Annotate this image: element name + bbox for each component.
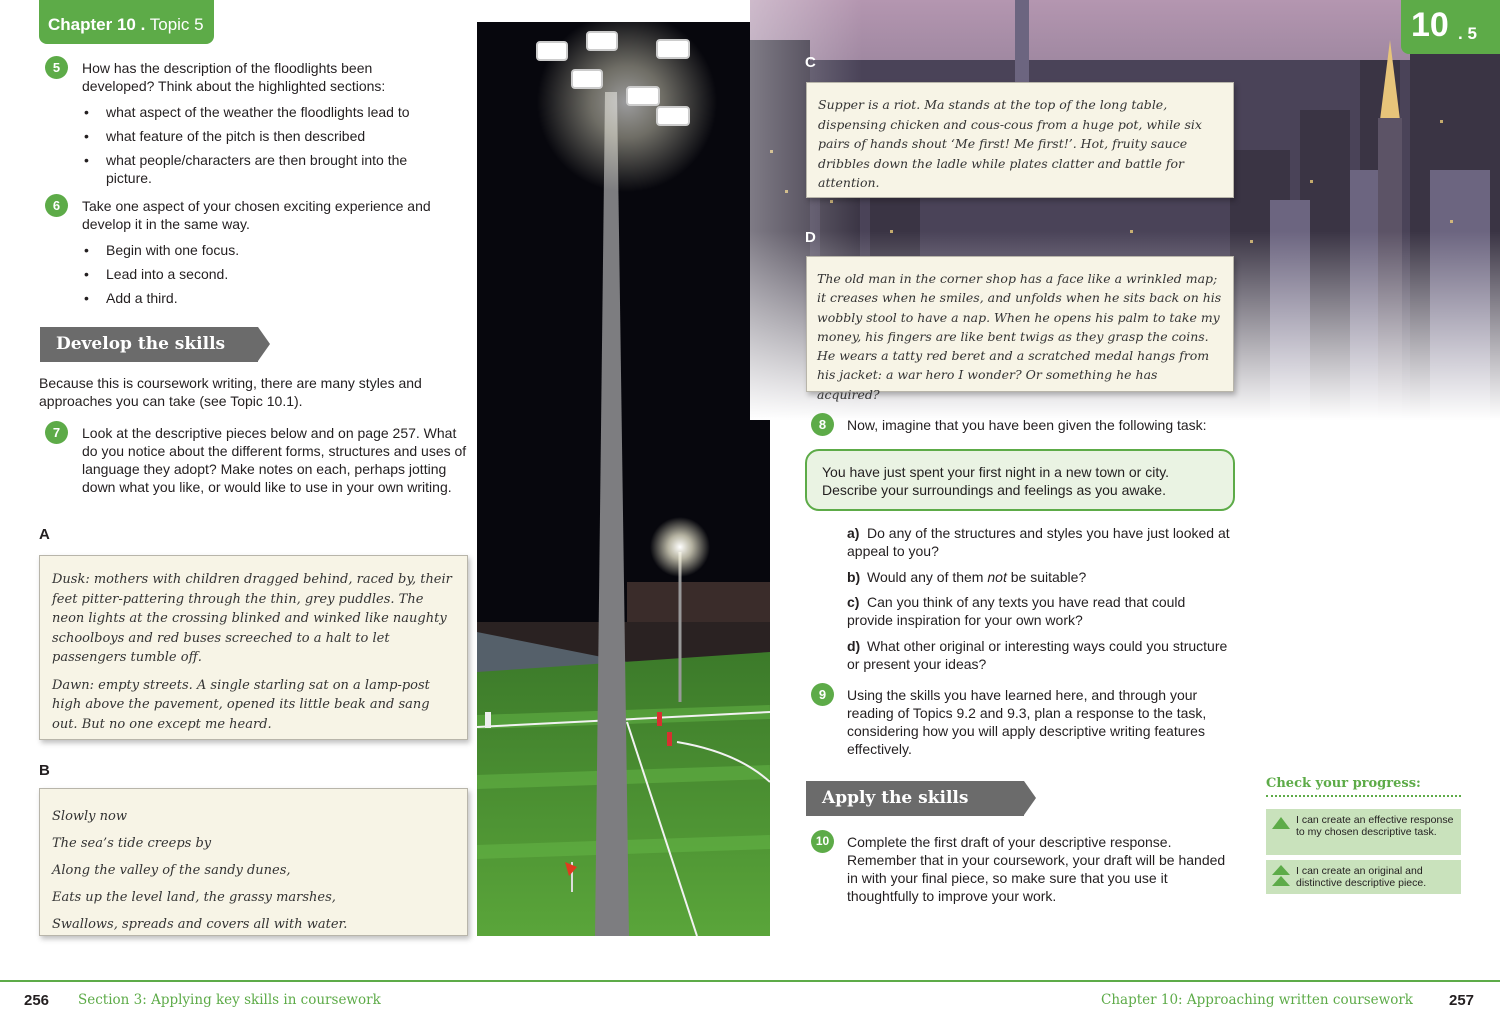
floodlight-photo [477, 22, 770, 936]
list-item: • Begin with one focus. [84, 241, 464, 259]
question-5-bullets [84, 103, 464, 187]
sub-question-a [847, 524, 1232, 560]
extract-d-label: D [805, 229, 816, 246]
section-number-tab [1401, 0, 1500, 54]
list-item: • what aspect of the weather the floodlights lead to [84, 103, 464, 121]
floodlight-illustration [477, 22, 770, 936]
progress-item-2 [1266, 860, 1461, 894]
poem-line: Slowly now [52, 809, 127, 824]
extract-a-paragraph-2: Dawn: empty streets. A single starling sat on a lamp-post high above the pavement, opened its little beak and sang out. But no one except me heard. [52, 677, 430, 732]
poem-line: Along the valley of the sandy dunes, [52, 863, 291, 878]
task-box [805, 449, 1235, 511]
left-footer-title: Section 3: Applying key skills in coursework [78, 992, 381, 1008]
question-6-text: Take one aspect of your chosen exciting experience and develop it in the same way. [82, 198, 431, 232]
right-page-number: 257 [1449, 992, 1475, 1009]
list-item: • Lead into a second. [84, 265, 464, 283]
progress-item-text: I can create an effective response to my chosen descriptive task. [1296, 814, 1454, 838]
triangle-up-icon [1272, 817, 1290, 829]
extract-c-text: Supper is a riot. Ma stands at the top of the long table, dispensing chicken and cous-cous from a huge pot, while six pairs of hands shout ‘Me first! Me first!’. Hot, fruity sauce dribbles down the ladle while plates clatter and battle for attention. [818, 97, 1202, 190]
question-number-10: 10 [811, 830, 834, 853]
sub-letter: b) [847, 569, 861, 585]
footer-divider [0, 980, 1500, 982]
left-page-number: 256 [24, 992, 50, 1009]
sub-text: Do any of the structures and styles you have just looked at appeal to you? [847, 525, 1230, 559]
question-9-text: Using the skills you have learned here, and through your reading of Topics 9.2 and 9.3, plan a response to the task, considering how you will apply descriptive writing features effectively. [847, 687, 1207, 757]
list-item: • what feature of the pitch is then described [84, 127, 464, 145]
extract-a-label: A [39, 526, 50, 543]
question-number-8: 8 [811, 413, 834, 436]
sub-text-post: be suitable? [1006, 569, 1087, 585]
sub-question-c [847, 593, 1232, 629]
list-item: • what people/characters are then brought into the picture. [84, 151, 444, 187]
chapter-label: Chapter 10 . [48, 15, 146, 34]
question-5-text: How has the description of the floodlights been developed? Think about the highlighted sections: [82, 60, 386, 94]
progress-title: Check your progress: [1266, 776, 1461, 797]
sub-question-d [847, 637, 1232, 673]
sub-letter: a) [847, 525, 860, 541]
chapter-tab [39, 0, 214, 44]
task-text: You have just spent your first night in a new town or city. Describe your surroundings and feelings as you awake. [822, 464, 1170, 498]
question-number-9: 9 [811, 683, 834, 706]
sub-text-emphasis: not [987, 569, 1007, 585]
extract-a-paragraph-1: Dusk: mothers with children dragged behind, raced by, their feet pitter-pattering through the thin, grey puddles. The neon lights at the crossing blinked and winked like naughty schoolboys and red buses screeched to a halt to let passengers tumble off. [52, 572, 452, 665]
poem-line: Eats up the level land, the grassy marshes, [52, 890, 336, 905]
question-number-5: 5 [45, 56, 68, 79]
extract-c-label: C [805, 54, 816, 71]
double-triangle-up-icon [1272, 865, 1290, 887]
progress-item-1 [1266, 809, 1461, 855]
develop-skills-heading: Develop the skills [40, 327, 258, 362]
section-number-sub: . 5 [1458, 24, 1477, 43]
extract-b-box [39, 788, 468, 936]
sub-question-b [847, 568, 1232, 586]
sub-letter: d) [847, 638, 861, 654]
apply-skills-heading: Apply the skills [806, 781, 1024, 816]
poem-line: Swallows, spreads and covers all with water. [52, 917, 348, 932]
sub-text-pre: Would any of them [867, 569, 988, 585]
right-footer-title: Chapter 10: Approaching written coursework [1101, 992, 1413, 1008]
list-item: • Add a third. [84, 289, 464, 307]
extract-d-text: The old man in the corner shop has a face like a wrinkled map; it creases when he smiles, and unfolds when he sits back on his wobbly stool to have a nap. When he opens his palm to take my money, his fingers are like bent twigs as they grasp the coins. He wears a tatty red beret and a scratched medal hangs from his jacket: a war hero I wonder? Or something he has acquired? [817, 271, 1222, 402]
progress-item-text: I can create an original and distinctive descriptive piece. [1296, 865, 1427, 889]
topic-label: Topic 5 [149, 15, 204, 34]
question-7-text: Look at the descriptive pieces below and on page 257. What do you notice about the different forms, structures and uses of language they adopt? Make notes on each, perhaps jotting down what you like, or would like to use in your own writing. [82, 425, 467, 495]
poem-line: The sea’s tide creeps by [52, 836, 212, 851]
sub-letter: c) [847, 594, 860, 610]
intro-text: Because this is coursework writing, there are many styles and approaches you can take (see Topic 10.1). [39, 375, 422, 409]
extract-c-box [806, 82, 1234, 198]
question-8-text: Now, imagine that you have been given the following task: [847, 417, 1207, 433]
question-number-7: 7 [45, 421, 68, 444]
extract-d-box [806, 256, 1234, 402]
extract-b-label: B [39, 762, 50, 779]
sub-text: What other original or interesting ways could you structure or present your ideas? [847, 638, 1228, 672]
question-6-bullets [84, 241, 464, 307]
section-number-main: 10 [1411, 6, 1449, 44]
question-number-6: 6 [45, 194, 68, 217]
extract-a-box [39, 555, 468, 740]
sub-text: Can you think of any texts you have read that could provide inspiration for your own work? [847, 594, 1186, 628]
question-10-text: Complete the first draft of your descriptive response. Remember that in your coursework, your draft will be handed in with your final piece, so make sure that you use it thoughtfully to improve your work. [847, 834, 1226, 904]
